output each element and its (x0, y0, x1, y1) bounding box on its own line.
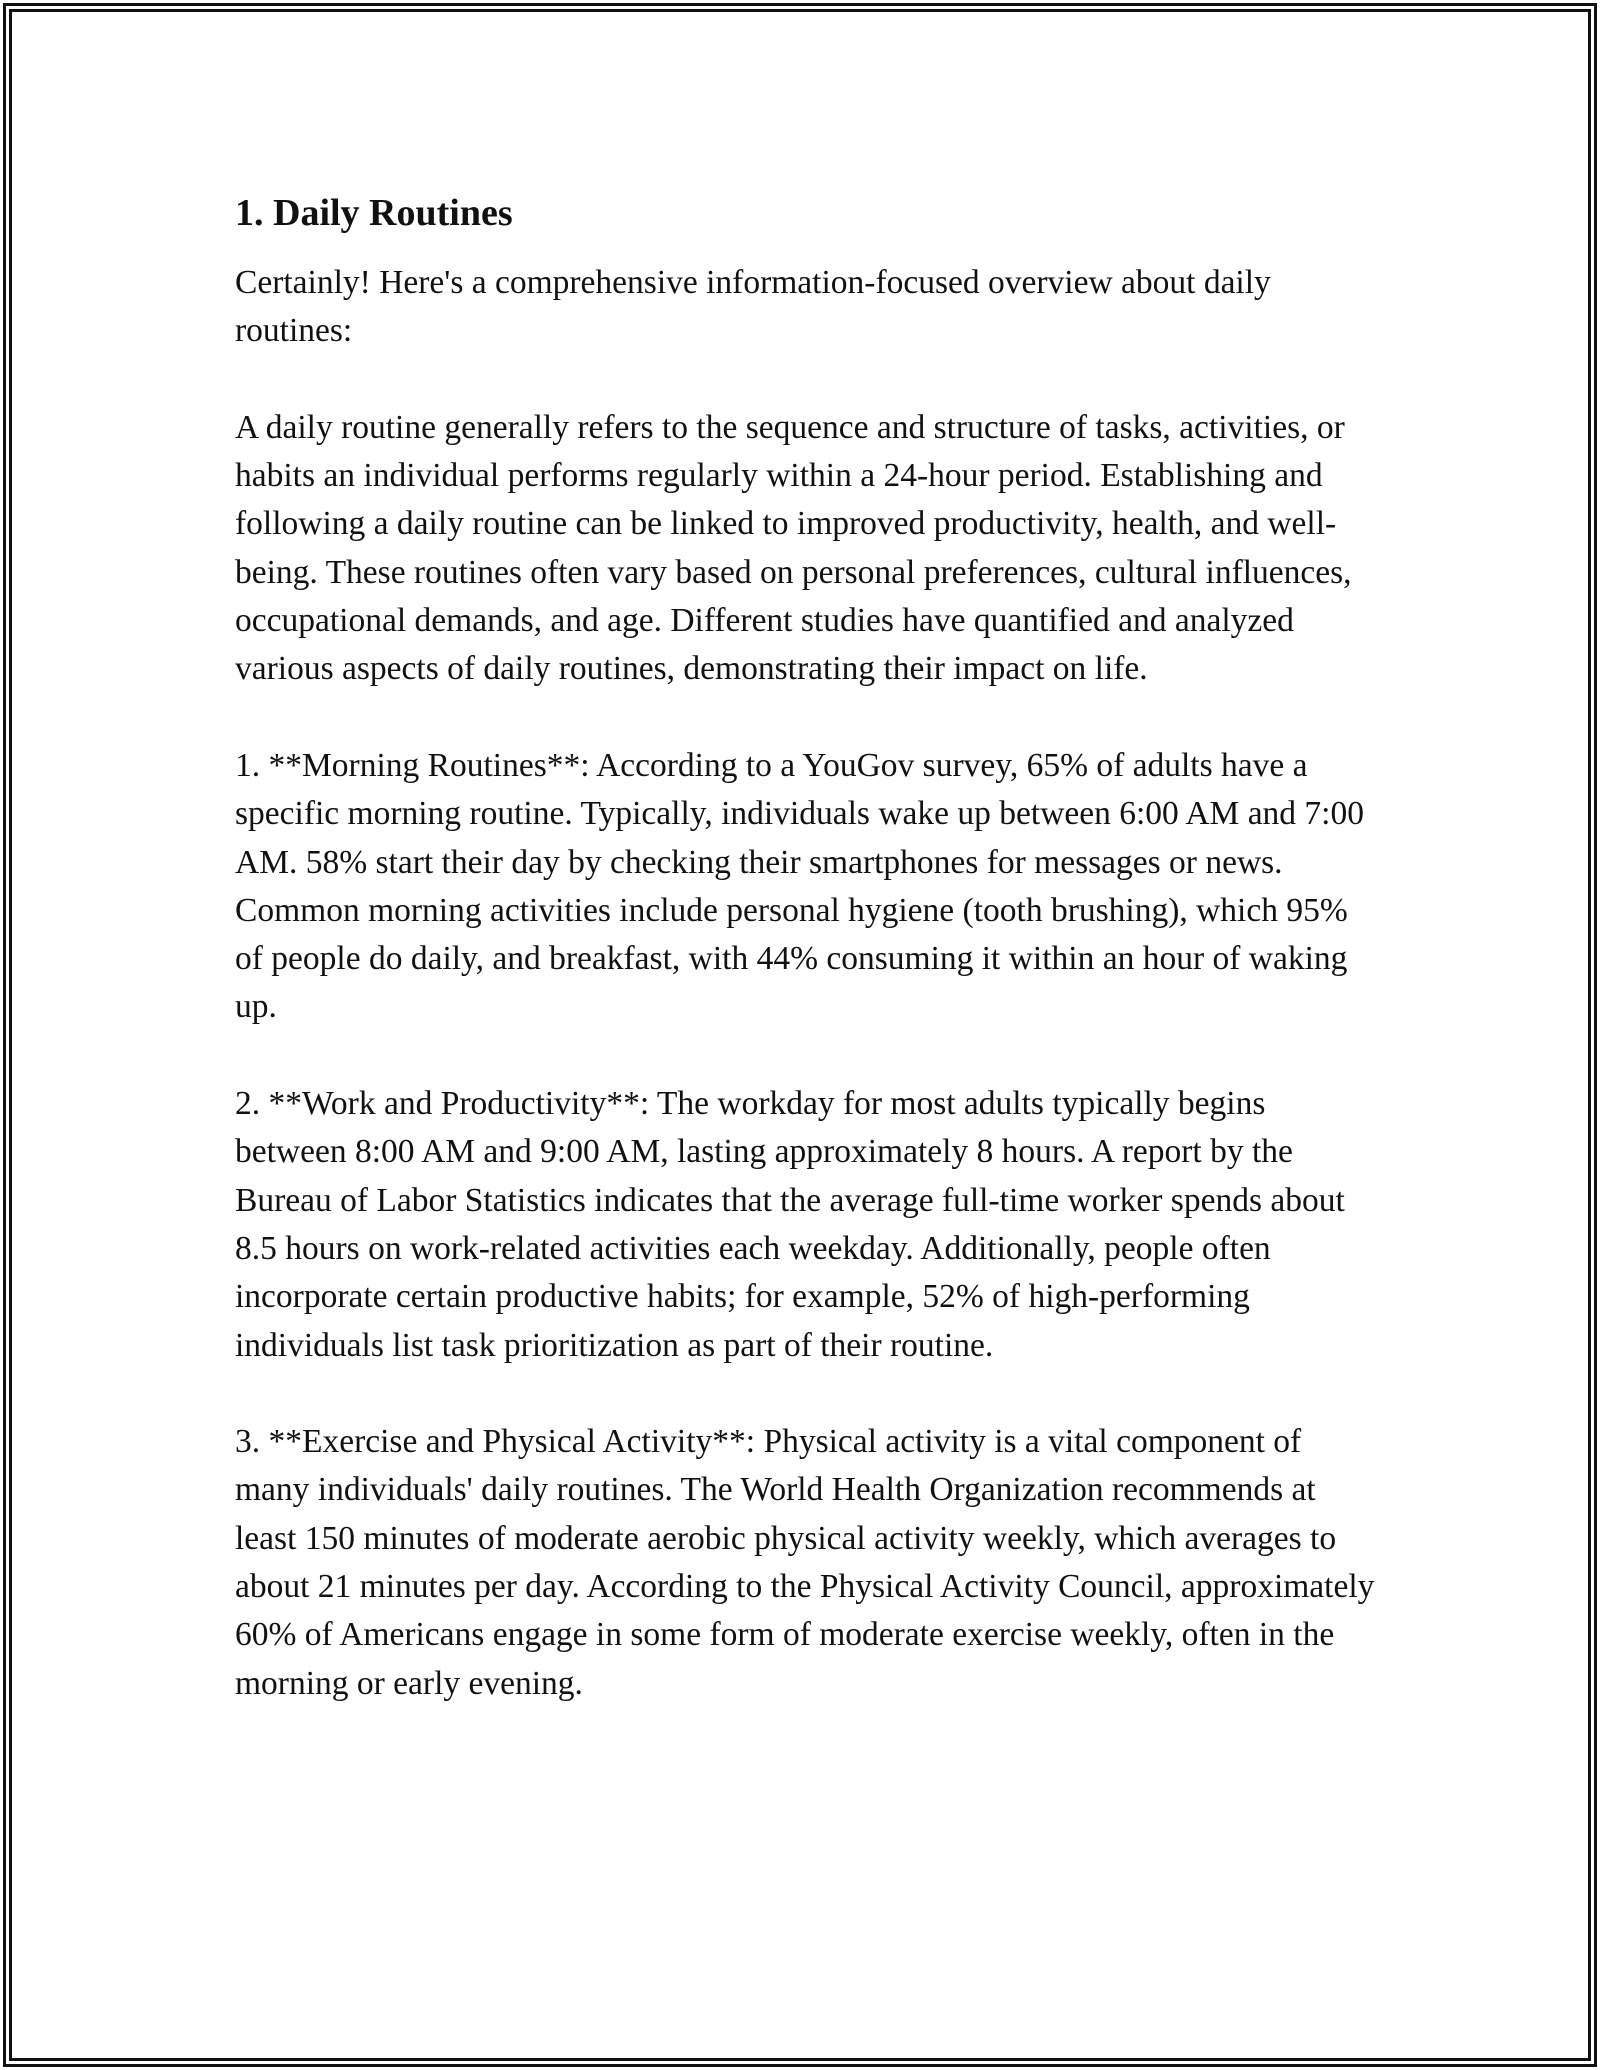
definition-paragraph: A daily routine generally refers to the sequence and structure of tasks, activities, or habits an individual performs regularly within a 24-hour period. Establishing and following a daily routine can be linked to improved productivity, health, and well-being. These routines often vary based on personal preferences, cultural influences, occupational demands, and age. Different studies have quantified and analyzed various aspects of daily routines, demonstrating their impact on life. (235, 408, 1352, 688)
document-body (235, 185, 1375, 1756)
morning-routines-paragraph: 1. **Morning Routines**: According to a YouGov survey, 65% of adults have a specific morning routine. Typically, individuals wake up between 6:00 AM and 7:00 AM. 58% start their day by checking their smartphones for messages or news. Common morning activities include personal hygiene (tooth brushing), which 95% of people do daily, and breakfast, with 44% consuming it within an hour of waking up. (235, 746, 1364, 1026)
section-heading: 1. Daily Routines (235, 192, 513, 234)
work-productivity-paragraph: 2. **Work and Productivity**: The workday for most adults typically begins between 8:00 AM and 9:00 AM, lasting approximately 8 hours. A report by the Bureau of Labor Statistics indicates that the average full-time worker spends about 8.5 hours on work-related activities each weekday. Additionally, people often incorporate certain productive habits; for example, 52% of high-performing individuals list task prioritization as part of their routine. (235, 1085, 1345, 1364)
exercise-paragraph: 3. **Exercise and Physical Activity**: Physical activity is a vital component of many individuals' daily routines. The World Health Organization recommends at least 150 minutes of moderate aerobic physical activity weekly, which averages to about 21 minutes per day. According to the Physical Activity Council, approximately 60% of Americans engage in some form of moderate exercise weekly, often in the morning or early evening. (235, 1423, 1375, 1702)
intro-paragraph: Certainly! Here's a comprehensive information-focused overview about daily routines: (235, 264, 1271, 350)
